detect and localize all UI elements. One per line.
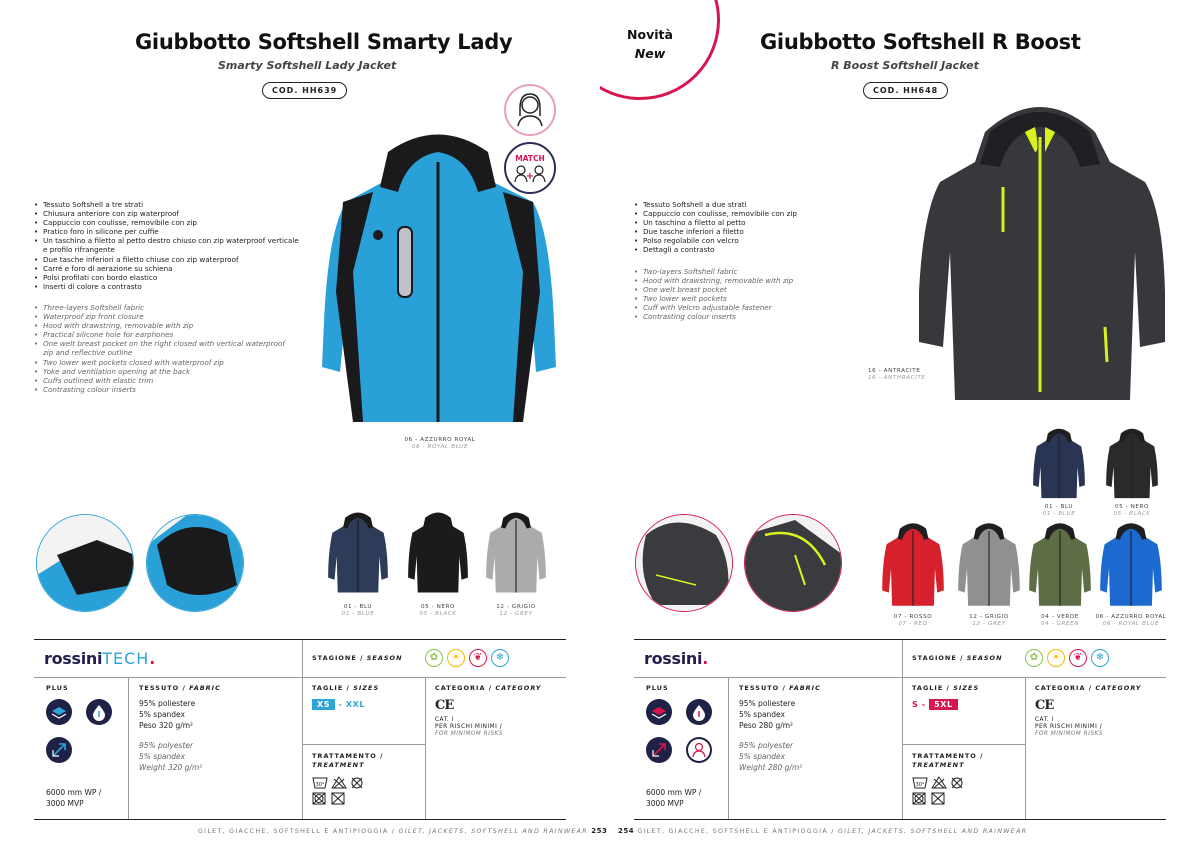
product-subtitle: Smarty Softshell Lady Jacket — [218, 59, 397, 72]
variant-color-name-en: 01 - BLUE — [341, 611, 375, 617]
product-code: COD. HH648 — [863, 82, 948, 99]
feature-item: • One welt breast pocket — [634, 285, 884, 294]
jacket-thumbnail — [326, 504, 390, 600]
feature-item: • Cuffs outlined with elastic trim — [34, 376, 294, 385]
detail-photo-collar — [744, 514, 842, 612]
color-variant — [1088, 518, 1174, 628]
sizes-label: TAGLIE / SIZES — [312, 684, 380, 692]
novita-label: Novità New — [627, 27, 673, 61]
water-drop-icon — [86, 699, 112, 725]
variant-color-name-en: 12 - GREY — [499, 611, 533, 617]
color-variant — [1089, 426, 1175, 518]
product-code: COD. HH639 — [262, 82, 347, 99]
variant-color-name-en: 04 - GREEN — [1040, 621, 1080, 627]
jacket-thumbnail — [956, 518, 1022, 610]
plus-label: PLUS — [46, 684, 69, 692]
fabric-label: TESSUTO / FABRIC — [139, 684, 221, 692]
size-range: S - 5XL — [912, 699, 958, 710]
couple-icon — [506, 144, 554, 192]
jacket-thumbnail — [1027, 518, 1093, 610]
color-variant — [316, 504, 400, 618]
spring-icon: ✿ — [1025, 649, 1043, 667]
jacket-main-image — [915, 92, 1167, 404]
feature-item: • Two-layers Softshell fabric — [634, 267, 884, 276]
color-variant — [870, 518, 956, 628]
winter-icon: ❄ — [491, 649, 509, 667]
features-english — [34, 303, 294, 394]
summer-icon: ☀ — [447, 649, 465, 667]
feature-item: • Inserti di colore a contrasto — [34, 282, 304, 291]
care-symbols-icon — [312, 775, 372, 807]
feature-item: • Polso regolabile con velcro — [634, 236, 884, 245]
waterproof-layers-icon — [646, 699, 672, 725]
color-variant — [396, 504, 480, 618]
woman-icon — [506, 86, 554, 134]
svg-text:30°: 30° — [315, 782, 325, 788]
features-english — [634, 267, 884, 322]
catalog-page-right — [600, 0, 1200, 849]
feature-item: • Two lower welt pockets — [634, 294, 884, 303]
size-range: XS - XXL — [312, 699, 365, 710]
ce-mark: CE — [435, 698, 454, 713]
plus-label: PLUS — [646, 684, 669, 692]
variant-color-name-en: 07 - RED — [898, 621, 928, 627]
variant-color-name: 04 - VERDE — [1041, 614, 1079, 620]
wp-mvp-rating: 6000 mm WP / 3000 MVP — [646, 788, 702, 808]
fabric-composition-it: 95% poliestere 5% spandex Peso 320 g/m² — [139, 699, 196, 730]
feature-item: • One welt breast pocket on the right closed with vertical waterproof zip and reflective outline — [34, 339, 294, 357]
treatment-label: TRATTAMENTO / TREATMENT — [312, 752, 384, 769]
feature-item: • Un taschino a filetto al petto destro chiuso con zip waterproof verticale e profilo rifrangente — [34, 236, 304, 254]
autumn-icon: ❦ — [1069, 649, 1087, 667]
feature-item: • Contrasting colour inserts — [634, 312, 884, 321]
main-color-caption: 16 - ANTRACITE 16 - ANTHRACITE — [868, 368, 926, 381]
variant-color-name-en: 01 - BLUE — [1042, 511, 1076, 517]
feature-item: • Chiusura anteriore con zip waterproof — [34, 209, 304, 218]
category-label: CATEGORIA / CATEGORY — [435, 684, 542, 692]
detail-photo-collar — [146, 514, 244, 612]
fabric-composition-en: 95% polyester 5% spandex Weight 320 g/m² — [139, 741, 203, 772]
page-footer: GILET, GIACCHE, SOFTSHELL E ANTIPIOGGIA / GILET, JACKETS, SOFTSHELL AND RAINWEAR 253 — [198, 827, 608, 835]
season-label: STAGIONE / SEASON — [312, 654, 403, 662]
care-symbols-icon — [912, 775, 972, 807]
category-text: CAT. I PER RISCHI MINIMI / FOR MINIMUM RISKS — [1035, 717, 1104, 737]
variant-color-name: 07 - ROSSO — [893, 614, 933, 620]
product-title: Giubbotto Softshell R Boost — [760, 30, 1081, 54]
variant-color-name: 12 - GRIGIO — [496, 604, 536, 610]
variant-color-name: 01 - BLU — [343, 604, 373, 610]
jacket-thumbnail — [1026, 426, 1092, 500]
feature-item: • Two lower welt pockets closed with waterproof zip — [34, 358, 294, 367]
feature-item: • Three-layers Softshell fabric — [34, 303, 294, 312]
features-italian — [34, 200, 304, 291]
page-footer: 254 GILET, GIACCHE, SOFTSHELL E ANTIPIOGGIA / GILET, JACKETS, SOFTSHELL AND RAINWEAR — [618, 827, 1028, 835]
jacket-thumbnail — [880, 518, 946, 610]
variant-color-name-en: 06 - ROYAL BLUE — [1102, 621, 1160, 627]
feature-item: • Yoke and ventilation opening at the back — [34, 367, 294, 376]
color-variant — [474, 504, 558, 618]
product-subtitle: R Boost Softshell Jacket — [831, 59, 979, 72]
detail-photo-hood — [635, 514, 733, 612]
feature-item: • Due tasche inferiori a filetto chiuse con zip waterproof — [34, 255, 304, 264]
feature-item: • Hood with drawstring, removable with zip — [634, 276, 884, 285]
variant-color-name: 01 - BLU — [1044, 504, 1074, 510]
spec-table — [634, 639, 1166, 820]
spring-icon: ✿ — [425, 649, 443, 667]
jacket-thumbnail — [1099, 426, 1165, 500]
feature-item: • Contrasting colour inserts — [34, 385, 294, 394]
fabric-composition-en: 95% polyester 5% spandex Weight 280 g/m² — [739, 741, 803, 772]
feature-item: • Polsi profilati con bordo elastico — [34, 273, 304, 282]
sizes-label: TAGLIE / SIZES — [912, 684, 980, 692]
feature-item: • Due tasche inferiori a filetto — [634, 227, 884, 236]
match-badge — [504, 142, 556, 194]
feature-item: • Tessuto Softshell a tre strati — [34, 200, 304, 209]
feature-item: • Practical silicone hole for earphones — [34, 330, 294, 339]
variant-color-name-en: 05 - BLACK — [1113, 511, 1151, 517]
feature-item: • Cappuccio con coulisse, removibile con zip — [634, 209, 884, 218]
variant-color-name-en: 12 - GREY — [972, 621, 1006, 627]
ce-mark: CE — [1035, 698, 1054, 713]
wp-mvp-rating: 6000 mm WP / 3000 MVP — [46, 788, 102, 808]
brand-logo: rossiniTECH. — [44, 649, 156, 668]
svg-text:30°: 30° — [915, 782, 925, 788]
fabric-label: TESSUTO / FABRIC — [739, 684, 821, 692]
lady-fit-badge — [504, 84, 556, 136]
variant-color-name: 05 - NERO — [420, 604, 456, 610]
feature-item: • Hood with drawstring, removable with zip — [34, 321, 294, 330]
page-number: 254 — [618, 827, 635, 835]
unisex-fit-icon — [686, 737, 712, 763]
brand-logo: rossini. — [644, 649, 708, 668]
category-label: CATEGORIA / CATEGORY — [1035, 684, 1142, 692]
variant-color-name-en: 05 - BLACK — [419, 611, 457, 617]
breathable-icon — [646, 737, 672, 763]
features-italian — [634, 200, 884, 255]
feature-item: • Cuff with Velcro adjustable fastener — [634, 303, 884, 312]
feature-item: • Cappuccio con coulisse, removibile con zip — [34, 218, 304, 227]
variant-color-name: 05 - NERO — [1114, 504, 1150, 510]
feature-item: • Dettagli a contrasto — [634, 245, 884, 254]
feature-item: • Carré e foro di aerazione su schiena — [34, 264, 304, 273]
match-label: MATCH — [515, 154, 545, 163]
jacket-thumbnail — [484, 504, 548, 600]
winter-icon: ❄ — [1091, 649, 1109, 667]
autumn-icon: ❦ — [469, 649, 487, 667]
spec-table — [34, 639, 566, 820]
feature-item: • Waterproof zip front closure — [34, 312, 294, 321]
feature-item: • Un taschino a filetto al petto — [634, 218, 884, 227]
detail-photo-hood — [36, 514, 134, 612]
summer-icon: ☀ — [1047, 649, 1065, 667]
jacket-thumbnail — [1098, 518, 1164, 610]
feature-item: • Tessuto Softshell a due strati — [634, 200, 884, 209]
variant-color-name: 06 - AZZURRO ROYAL — [1095, 614, 1167, 620]
waterproof-layers-icon — [46, 699, 72, 725]
main-color-caption: 06 - AZZURRO ROYAL 06 - ROYAL BLUE — [404, 437, 476, 450]
jacket-thumbnail — [406, 504, 470, 600]
variant-color-name: 12 - GRIGIO — [969, 614, 1009, 620]
category-text: CAT. I PER RISCHI MINIMI / FOR MINIMUM RISKS — [435, 717, 504, 737]
fabric-composition-it: 95% poliestere 5% spandex Peso 280 g/m² — [739, 699, 796, 730]
svg-text:+: + — [525, 171, 535, 182]
product-title: Giubbotto Softshell Smarty Lady — [135, 30, 513, 54]
treatment-label: TRATTAMENTO / TREATMENT — [912, 752, 984, 769]
feature-item: • Pratico foro in silicone per cuffie — [34, 227, 304, 236]
season-label: STAGIONE / SEASON — [912, 654, 1003, 662]
water-drop-icon — [686, 699, 712, 725]
breathable-icon — [46, 737, 72, 763]
page-number: 253 — [591, 827, 608, 835]
